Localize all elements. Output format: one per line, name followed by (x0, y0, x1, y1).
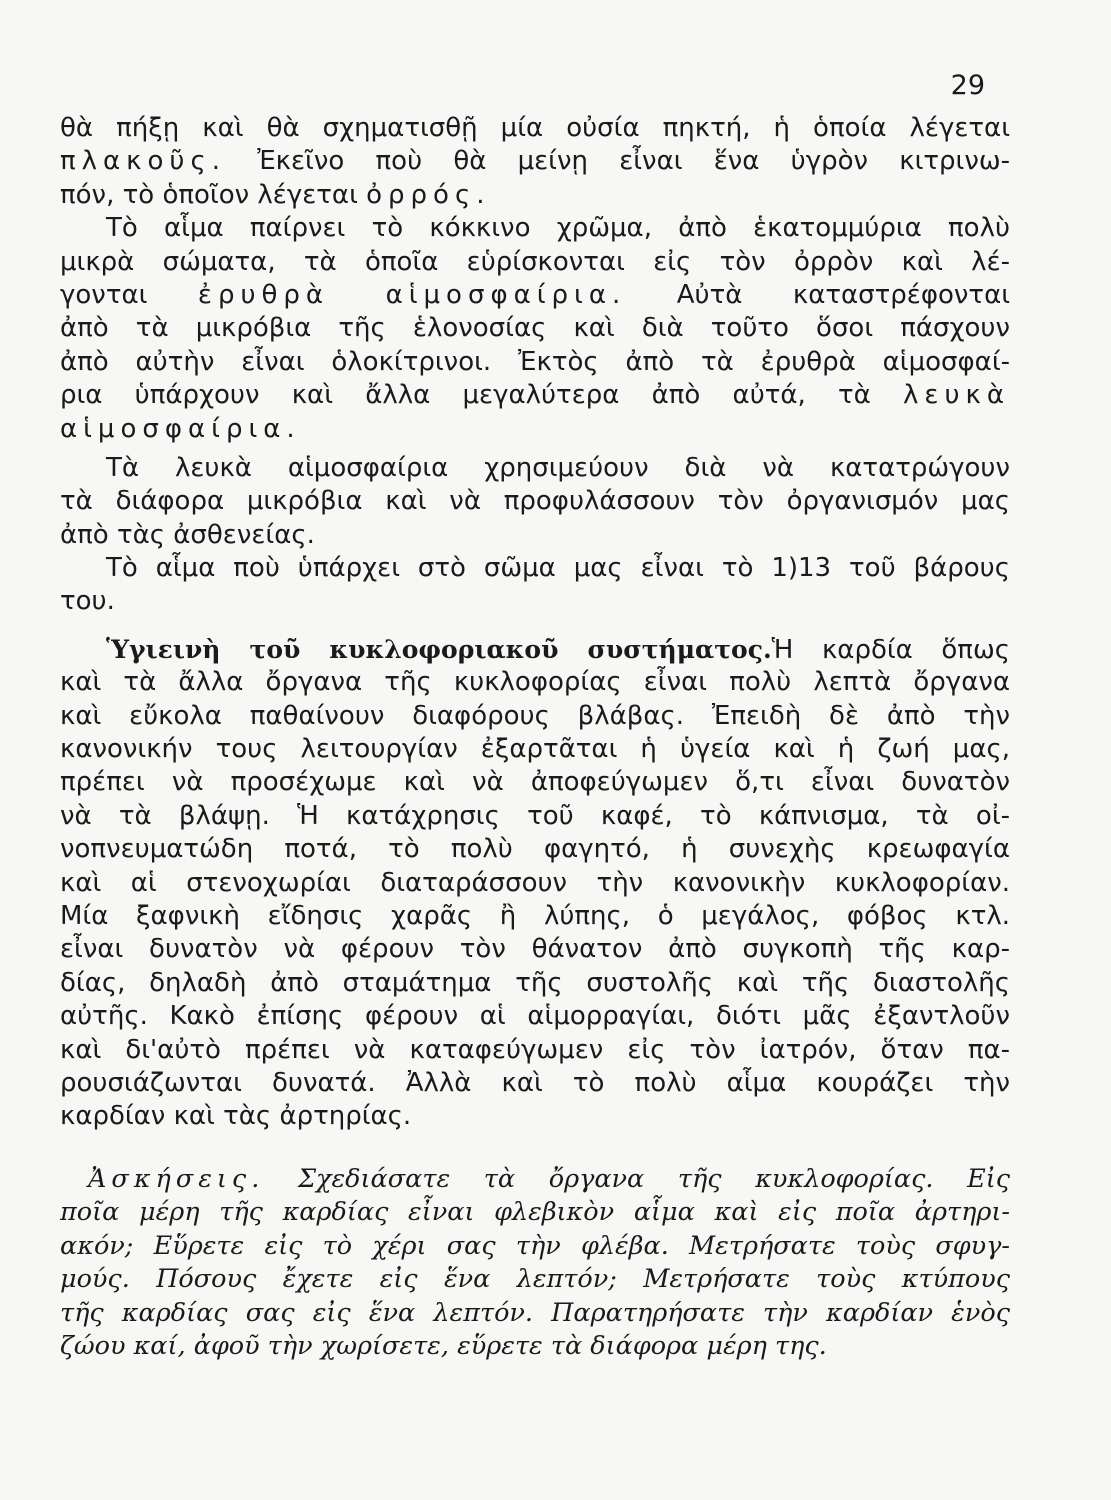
text-line: δίας, δηλαδὴ ἀπὸ σταμάτημα τῆς συστολῆς καὶ τῆς διαστολῆς (60, 967, 1010, 998)
text-line: νοπνευματώδη ποτά, τὸ πολὺ φαγητό, ἡ συνεχὴς κρεωφαγία (60, 834, 1010, 865)
text-line: καὶ αἱ στενοχωρίαι διαταράσσουν τὴν κανονικὴν κυκλοφορίαν. (60, 867, 1010, 898)
main-text (60, 112, 1010, 1134)
text-line: κανονικήν τους λειτουργίαν ἐξαρτᾶται ἡ ὑγεία καὶ ἡ ζωή μας, (60, 734, 1010, 765)
page-number: 29 (950, 70, 985, 101)
term-white: λευκὰ (903, 380, 1010, 411)
text-line (60, 413, 1010, 446)
text-line: νὰ τὰ βλάψῃ. Ἡ κατάχρησις τοῦ καφέ, τὸ κάπνισμα, τὰ οἰ- (60, 800, 1010, 831)
text-line: Τὰ λευκὰ αἱμοσφαίρια χρησιμεύουν διὰ νὰ κατατρώγουν (106, 452, 1010, 483)
text-line: ἀπὸ τὰ μικρόβια τῆς ἑλονοσίας καὶ διὰ τοῦτο ὅσοι πάσχουν (60, 313, 1010, 344)
text-line: μικρὰ σώματα, τὰ ὁποῖα εὑρίσκονται εἰς τὸν ὀρρὸν καὶ λέ- (60, 246, 1010, 277)
exercises-section (60, 1163, 1010, 1363)
exercise-line: μούς. Πόσους ἔχετε εἰς ἕνα λεπτόν; Μετρήσατε τοὺς κτύπους (60, 1264, 1010, 1295)
paragraph-red-cells (60, 212, 1010, 446)
text-line: θὰ πήξῃ καὶ θὰ σχηματισθῇ μία οὐσία πηκτή, ἡ ὁποία λέγεται (60, 113, 1010, 143)
text-line: πρέπει νὰ προσέχωμε καὶ νὰ ἀποφεύγωμεν ὅ,τι εἶναι δυνατὸν (60, 767, 1010, 798)
text-line: Τὸ αἷμα παίρνει τὸ κόκκινο χρῶμα, ἀπὸ ἑκατομμύρια πολὺ (106, 213, 1010, 244)
text-line: καὶ εὔκολα παθαίνουν διαφόρους βλάβας. Ἐπειδὴ δὲ ἀπὸ τὴν (60, 700, 1010, 731)
text-line: καὶ τὰ ἄλλα ὄργανα τῆς κυκλοφορίας εἶναι πολὺ λεπτὰ ὄργανα (60, 667, 1010, 698)
term-blood-cells: αἱμοσφαίρια. (60, 413, 301, 444)
text-line: ρουσιάζωνται δυνατά. Ἀλλὰ καὶ τὸ πολὺ αἷμα κουράζει τὴν (60, 1067, 1010, 1098)
exercise-line: Ἀσκήσεις. Σχεδιάσατε τὰ ὄργανα τῆς κυκλοφορίας. Εἰς (88, 1164, 1011, 1194)
exercise-line: τῆς καρδίας σας εἰς ἕνα λεπτόν. Παρατηρήσατε τὴν καρδίαν ἑνὸς (60, 1297, 1010, 1328)
text-line: Μία ξαφνικὴ εἴδησις χαρᾶς ἢ λύπης, ὁ μεγάλος, φόβος κτλ. (60, 900, 1010, 931)
text-line: τὰ διάφορα μικρόβια καὶ νὰ προφυλάσσουν τὸν ὀργανισμόν μας (60, 486, 1010, 517)
term-plakous: πλακοῦς. (60, 146, 226, 177)
exercise-line: ακόν; Εὕρετε εἰς τὸ χέρι σας τὴν φλέβα. Μετρήσατε τοὺς σφυγ- (60, 1230, 1010, 1261)
section-heading: Ὑγιεινὴ τοῦ κυκλοφοριακοῦ συστήματος. (106, 634, 772, 664)
text-line: του. (60, 586, 115, 617)
text-line: καρδίαν καὶ τὰς ἀρτηρίας. (60, 1101, 412, 1132)
paragraph-blood-weight (60, 552, 1010, 619)
text-line: καὶ δι'αὐτὸ πρέπει νὰ καταφεύγωμεν εἰς τὸν ἰατρόν, ὅταν πα- (60, 1034, 1010, 1065)
text-line: ἀπὸ αὐτὴν εἶναι ὁλοκίτρινοι. Ἐκτὸς ἀπὸ τὰ ἐρυθρὰ αἱμοσφαί- (60, 346, 1010, 377)
text-line: πόν, τὸ ὁποῖον λέγεται ὀρρός. (60, 179, 491, 210)
exercise-line: ποῖα μέρη τῆς καρδίας εἶναι φλεβικὸν αἷμα καὶ εἰς ποῖα ἀρτηρι- (60, 1197, 1010, 1228)
paragraph-blood-plasma (60, 112, 1010, 212)
text-line: Ὑγιεινὴ τοῦ κυκλοφοριακοῦ συστήματος.Ἡ καρδία ὅπως (106, 634, 1010, 665)
term-red-cells: ἐρυθρὰ αἱμοσφαίρια. (197, 279, 627, 310)
text-line: Τὸ αἷμα ποὺ ὑπάρχει στὸ σῶμα μας εἶναι τὸ 1)13 τοῦ βάρους (106, 553, 1010, 584)
text-line: εἶναι δυνατὸν νὰ φέρουν τὸν θάνατον ἀπὸ συγκοπὴ τῆς καρ- (60, 934, 1010, 965)
exercise-line: ζώου καί, ἀφοῦ τὴν χωρίσετε, εὕρετε τὰ διάφορα μέρη της. (60, 1330, 827, 1361)
paragraph-hygiene (60, 633, 1010, 1134)
text-line: ρια ὑπάρχουν καὶ ἄλλα μεγαλύτερα ἀπὸ αὐτά, τὰ λευκὰ (60, 380, 1010, 411)
text-line: αὐτῆς. Κακὸ ἐπίσης φέρουν αἱ αἱμορραγίαι, διότι μᾶς ἐξαντλοῦν (60, 1001, 1010, 1032)
exercises-label: Ἀσκήσεις. (88, 1164, 265, 1194)
paragraph-white-cells (60, 452, 1010, 552)
text-line: γονται ἐρυθρὰ αἱμοσφαίρια. Αὐτὰ καταστρέφονται (60, 279, 1011, 310)
text-line: ἀπὸ τὰς ἀσθενείας. (60, 519, 315, 550)
term-orros: ὀρρός. (366, 179, 491, 210)
text-line: πλακοῦς. Ἐκεῖνο ποὺ θὰ μείνῃ εἶναι ἕνα ὑγρὸν κιτρινω- (60, 146, 1010, 177)
